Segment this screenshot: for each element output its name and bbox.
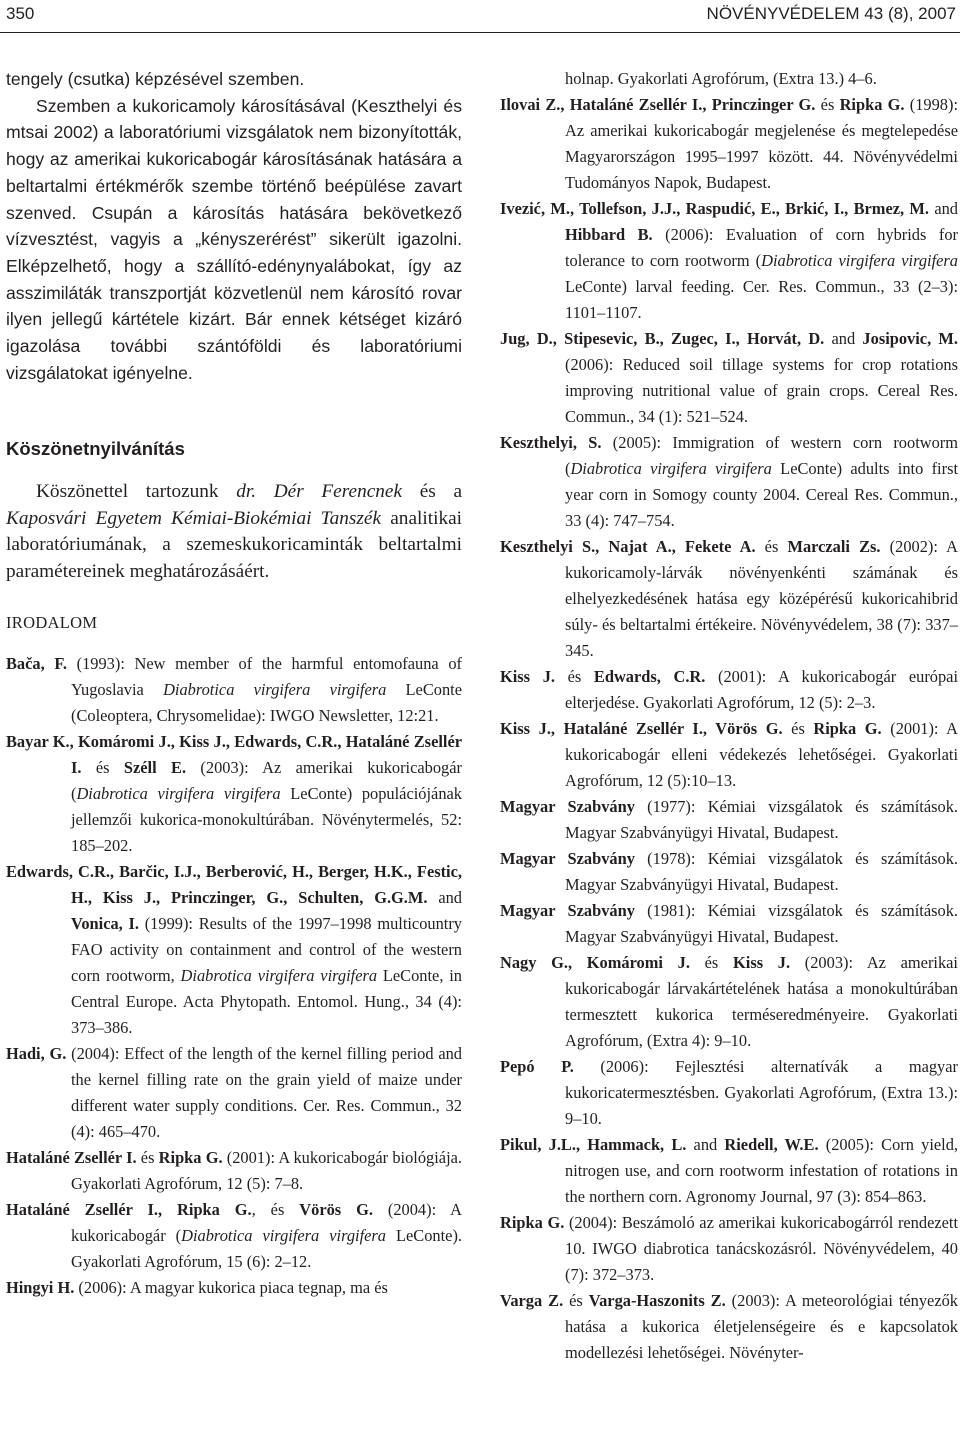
body-paragraph-2: Szemben a kukoricamoly károsításával (Keszthelyi és mtsai 2002) a laboratóriumi vizsgálatok nem bizonyították, hogy az amerikai kukoricabogár károsításának hatására a beltartalmi értékmérők szembe történő beépülése zavart szenved. Csupán a károsítás hatására bekövetkező vízvesztést, vagyis a „kényszerérést” sikerült igazolni. Elképzelhető, hogy a szállító-edénynyalábokat, így az asszimiláták transzportját közvetlenül nem károsító rovar ilyen jellegű kártétele kizárt. Bár ennek kétséget kizáró igazolása további szántóföldi és laboratóriumi vizsgálatokat igényelne. (6, 95, 462, 383)
ack-text-end: analitikai laboratóriumának, a szemeskukoricaminták beltartalmi paramétereinek meghatározásáért. (6, 507, 462, 582)
reference-entry (500, 196, 958, 326)
reference-author: Ripka G. (813, 719, 882, 738)
left-column (6, 66, 462, 1301)
reference-entry (6, 1275, 462, 1301)
reference-text: és (136, 1148, 159, 1168)
reference-entry (6, 729, 462, 859)
reference-author: Riedell, W.E. (724, 1135, 819, 1154)
reference-text: holnap. Gyakorlati Agrofórum, (Extra 13.) 4–6. (565, 69, 877, 88)
reference-entry (6, 651, 462, 729)
reference-text: (1978): Kémiai vizsgálatok és számítások. Magyar Szabványügyi Hivatal, Budapest. (565, 849, 958, 894)
reference-text: and (824, 329, 863, 348)
ack-text-mid: és a (402, 481, 462, 503)
reference-text: és (563, 1291, 589, 1310)
reference-author: Edwards, C.R., Barčic, I.J., Berberović, H., Berger, H.K., Festic, H., Kiss J., Princzinger, G., Schulten, G.G.M. (6, 862, 462, 908)
reference-text: and (686, 1135, 725, 1154)
right-column (500, 66, 958, 1366)
reference-author: Hingyi H. (6, 1278, 75, 1298)
reference-entry (500, 716, 958, 794)
reference-entry (500, 846, 958, 898)
reference-author: Pikul, J.L., Hammack, L. (500, 1135, 687, 1154)
reference-text: (2001): A kukoricabogár elleni védekezés lehetőségei. Gyakorlati Agrofórum, 12 (5):10–13. (565, 719, 958, 790)
references-list-left (6, 651, 462, 1301)
reference-text: (2001): A kukoricabogár biológiája. Gyakorlati Agrofórum, 12 (5): 7–8. (71, 1148, 462, 1194)
reference-text: és (555, 667, 594, 686)
reference-text: (1977): Kémiai vizsgálatok és számítások. Magyar Szabványügyi Hivatal, Budapest. (565, 797, 958, 842)
reference-entry (500, 92, 958, 196)
reference-author: Nagy G., Komáromi J. (500, 953, 690, 972)
reference-text: and (929, 199, 958, 218)
reference-author: Josipovic, M. (862, 329, 958, 348)
reference-text: LeConte, in Central Europe. Acta Phytopath. Entomol. Hung., 34 (4): 373–386. (71, 966, 463, 1038)
reference-text: (1999): Results of the 1997–1998 multicountry FAO activity on containment and control of the western corn rootworm, (71, 914, 463, 986)
reference-species: Diabrotica virgifera virgifera (181, 1226, 386, 1246)
reference-text: (2005): Immigration of western corn rootworm ( (565, 433, 958, 478)
reference-author: Magyar Szabvány (500, 901, 635, 920)
reference-text: és (815, 95, 840, 114)
reference-author: Hataláné Zsellér I., Ripka G. (6, 1200, 252, 1220)
reference-species: Diabrotica virgifera virgifera (163, 680, 387, 700)
reference-author: Varga-Haszonits Z. (588, 1291, 726, 1310)
reference-text: (2005): Corn yield, nitrogen use, and corn rootworm infestation of rotations in the northern corn. Agronomy Journal, 97 (3): 854–863. (565, 1135, 958, 1206)
reference-text: LeConte) larval feeding. Cer. Res. Commun., 33 (2–3): 1101–1107. (565, 277, 958, 322)
reference-text: (2006): Reduced soil tillage systems for crop rotations improving nutritional value of grain crops. Cereal Res. Commun., 34 (1): 521–524. (565, 355, 958, 426)
reference-entry (500, 794, 958, 846)
reference-author: Vonica, I. (71, 914, 139, 934)
reference-author: Keszthelyi, S. (500, 433, 602, 452)
reference-text: , és (251, 1200, 300, 1220)
reference-text: és (81, 758, 124, 778)
reference-author: Magyar Szabvány (500, 849, 635, 868)
reference-author: Ilovai Z., Hataláné Zsellér I., Princzinger G. (500, 95, 816, 114)
reference-entry (500, 1210, 958, 1288)
reference-text: és (755, 537, 788, 556)
body-paragraph-1: tengely (csutka) képzésével szemben. (6, 69, 305, 89)
reference-author: Vörös G. (299, 1200, 373, 1220)
reference-author: Keszthelyi S., Najat A., Fekete A. (500, 537, 756, 556)
reference-text: (2004): Beszámoló az amerikai kukoricabogárról rendezett 10. IWGO diabrotica tanácskozásról. Növényvédelem, 40 (7): 372–373. (564, 1213, 959, 1284)
reference-author: Bača, F. (6, 654, 67, 674)
header-rule (0, 32, 960, 33)
reference-entry (500, 1132, 958, 1210)
reference-text: LeConte) adults into first year corn in Somogy county 2004. Cereal Res. Commun., 33 (4): 747–754. (565, 459, 959, 530)
reference-author: Ripka G. (839, 95, 905, 114)
reference-author: Ivezić, M., Tollefson, J.J., Raspudić, E., Brkić, I., Brmez, M. (500, 199, 929, 218)
reference-text: (2002): A kukoricamoly-lárvák növényenkénti számának és elhelyezkedésének hatása egy középérésű kukoricahibrid súly- és beltartalmi értékeire. Növényvédelem, 38 (7): 337–345. (565, 537, 958, 660)
reference-author: Kiss J., Hataláné Zsellér I., Vörös G. (500, 719, 783, 738)
reference-species: Diabrotica virgifera virgifera (76, 784, 281, 804)
reference-entry (500, 66, 958, 92)
reference-author: Marczali Zs. (787, 537, 881, 556)
reference-text: (2006): A magyar kukorica piaca tegnap, ma és (74, 1278, 388, 1298)
reference-entry (6, 859, 462, 1041)
references-heading: IRODALOM (6, 613, 98, 633)
reference-author: Jug, D., Stipesevic, B., Zugec, I., Horvát, D. (500, 329, 825, 348)
reference-text: (2003): A meteorológiai tényezők hatása a kukorica életjelenségeire és e kapcsolatok modellezési lehetőségei. Növényter- (565, 1291, 958, 1362)
reference-text: LeConte) populációjának jellemzői kukorica-monokultúrában. Növénytermelés, 52: 185–202. (71, 784, 462, 856)
ack-person-name: dr. Dér Ferencnek (236, 481, 403, 503)
reference-text: (2001): A kukoricabogár európai elterjedése. Gyakorlati Agrofórum, 12 (5): 2–3. (565, 667, 958, 712)
page-header (0, 0, 960, 34)
reference-author: Pepó P. (500, 1057, 574, 1076)
reference-text: (2004): Effect of the length of the kernel filling period and the kernel filling rate on the grain yield of maize under different water supply conditions. Cer. Res. Commun., 32 (4): 465–470. (66, 1044, 462, 1142)
reference-text: (1993): New member of the harmful entomofauna of Yugoslavia (66, 654, 462, 700)
reference-author: Edwards, C.R. (593, 667, 706, 686)
reference-author: Magyar Szabvány (500, 797, 635, 816)
reference-text: and (427, 888, 463, 908)
references-list-right (500, 66, 958, 1366)
acknowledgements-heading: Köszönetnyilvánítás (6, 438, 185, 460)
reference-species: Diabrotica virgifera virgifera (180, 966, 378, 986)
reference-author: Ripka G. (500, 1213, 565, 1232)
reference-text: (2003): Az amerikai kukoricabogár ( (71, 758, 462, 804)
reference-entry (500, 950, 958, 1054)
reference-author: Varga Z. (500, 1291, 564, 1310)
reference-entry (500, 430, 958, 534)
reference-author: Kiss J. (733, 953, 791, 972)
page-number: 350 (6, 4, 35, 23)
acknowledgements-text (6, 479, 462, 585)
reference-text: és (689, 953, 734, 972)
reference-entry (500, 898, 958, 950)
reference-species: Diabrotica virgifera virgifera (761, 251, 958, 270)
reference-text: LeConte). Gyakorlati Agrofórum, 15 (6): 2–12. (71, 1226, 463, 1272)
reference-author: Ripka G. (158, 1148, 223, 1168)
reference-text: (2004): A kukoricabogár ( (71, 1200, 462, 1246)
reference-author: Kiss J. (500, 667, 555, 686)
reference-author: Hibbard B. (565, 225, 653, 244)
reference-author: Hadi, G. (6, 1044, 67, 1064)
ack-institution-name: Kaposvári Egyetem Kémiai-Biokémiai Tanszék (6, 507, 382, 529)
reference-text: LeConte (Coleoptera, Chrysomelidae): IWGO Newsletter, 12:21. (71, 680, 462, 726)
reference-text: és (782, 719, 814, 738)
reference-author: Hataláné Zsellér I. (6, 1148, 137, 1168)
reference-species: Diabrotica virgifera virgifera (570, 459, 772, 478)
reference-entry (500, 664, 958, 716)
reference-text: (1981): Kémiai vizsgálatok és számítások. Magyar Szabványügyi Hivatal, Budapest. (565, 901, 958, 946)
reference-entry (6, 1145, 462, 1197)
reference-author: Bayar K., Komáromi J., Kiss J., Edwards, C.R., Hataláné Zsellér I. (6, 732, 462, 778)
reference-entry (500, 326, 958, 430)
journal-title: NÖVÉNYVÉDELEM 43 (8), 2007 (706, 4, 956, 23)
reference-text: (1998): Az amerikai kukoricabogár megjelenése és megtelepedése Magyarországon 1995–1997 között. 44. Növényvédelmi Tudományos Napok, Budapest. (565, 95, 958, 192)
reference-text: (2006): Fejlesztési alternatívák a magyar kukoricatermesztésben. Gyakorlati Agrofórum, (Extra 13.): 9–10. (565, 1057, 958, 1128)
reference-entry (500, 534, 958, 664)
reference-entry (6, 1197, 462, 1275)
reference-entry (500, 1054, 958, 1132)
ack-text-start: Köszönettel tartozunk (36, 481, 237, 503)
reference-author: Széll E. (123, 758, 187, 778)
reference-entry (500, 1288, 958, 1366)
reference-text: (2003): Az amerikai kukoricabogár lárvakártételének hatása a monokultúrában termesztett kukorica terméseredményeire. Gyakorlati Agrofórum, (Extra 4): 9–10. (565, 953, 958, 1050)
reference-entry (6, 1041, 462, 1145)
reference-text: (2006): Evaluation of corn hybrids for tolerance to corn rootworm ( (565, 225, 958, 270)
